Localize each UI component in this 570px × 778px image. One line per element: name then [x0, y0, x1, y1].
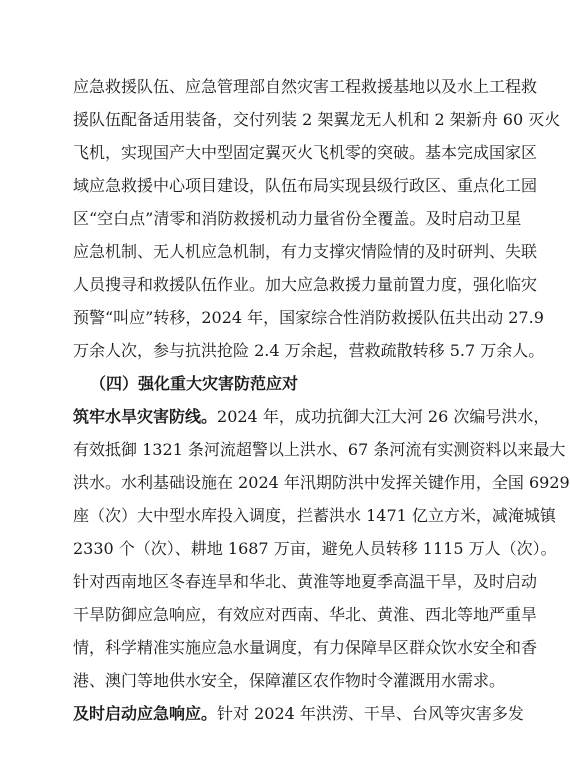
paragraph-first-line — [73, 407, 550, 427]
body-line: 人员搜寻和救援队伍作业。加大应急救援力量前置力度，强化临灾 — [73, 275, 538, 294]
body-line: 干旱防御应急响应，有效应对西南、华北、黄淮、西北等地严重旱 — [73, 605, 538, 624]
paragraph-lead-bold: 筑牢水旱灾害防线。 — [73, 407, 218, 426]
body-line: 座（次）大中型水库投入调度，拦蓄洪水 1471 亿立方米，减淹城镇 — [73, 506, 556, 525]
body-line: 洪水。水利基础设施在 2024 年汛期防洪中发挥关键作用，全国 6929 — [73, 473, 570, 492]
section-heading: （四）强化重大灾害防范应对 — [90, 374, 299, 393]
body-line: 港、澳门等地供水安全，保障灌区农作物时令灌溉用水需求。 — [73, 671, 506, 690]
body-line: 万余人次，参与抗洪抢险 2.4 万余起，营救疏散转移 5.7 万余人。 — [73, 341, 545, 360]
body-line: 情，科学精准实施应急水量调度，有力保障旱区群众饮水安全和香 — [73, 638, 538, 657]
body-line: 域应急救援中心项目建设，队伍布局实现县级行政区、重点化工园 — [73, 176, 538, 195]
paragraph-first-line — [73, 704, 524, 724]
body-line: 预警“叫应”转移，2024 年，国家综合性消防救援队伍共出动 27.9 — [73, 308, 544, 327]
body-line: 应急机制、无人机应急机制，有力支撑灾情险情的及时研判、失联 — [73, 242, 538, 261]
body-line: 飞机，实现国产大中型固定翼灭火飞机零的突破。基本完成国家区 — [73, 143, 538, 162]
paragraph-lead-text: 针对 2024 年洪涝、干旱、台风等灾害多发 — [217, 704, 524, 723]
body-line: 有效抵御 1321 条河流超警以上洪水、67 条河流有实测资料以来最大 — [73, 440, 566, 459]
paragraph-lead-text: 2024 年，成功抗御大江大河 26 次编号洪水， — [217, 407, 550, 426]
body-line: 援队伍配备适用装备，交付列装 2 架翼龙无人机和 2 架新舟 60 灭火 — [73, 110, 561, 129]
paragraph-lead-bold: 及时启动应急响应。 — [73, 704, 218, 723]
body-line: 2330 个（次）、耕地 1687 万亩，避免人员转移 1115 万人（次）。 — [73, 539, 557, 558]
body-line: 应急救援队伍、应急管理部自然灾害工程救援基地以及水上工程救 — [73, 77, 538, 96]
body-line: 针对西南地区冬春连旱和华北、黄淮等地夏季高温干旱，及时启动 — [73, 572, 538, 591]
body-line: 区“空白点”清零和消防救援机动力量省份全覆盖。及时启动卫星 — [73, 209, 522, 228]
